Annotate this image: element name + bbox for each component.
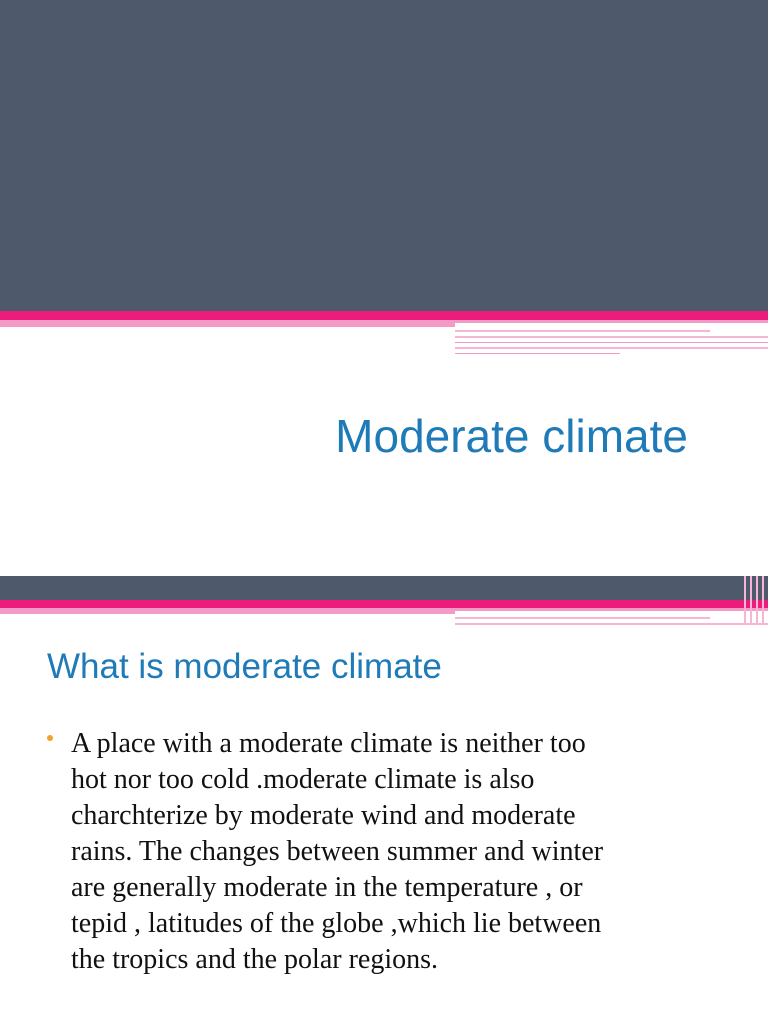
decor-line bbox=[455, 347, 768, 349]
accent-stripe bbox=[0, 311, 768, 320]
decor-line bbox=[750, 576, 752, 624]
bullet-dot-icon bbox=[47, 735, 53, 741]
content-slide bbox=[0, 576, 768, 1024]
decor-line bbox=[455, 330, 710, 332]
decor-line bbox=[762, 576, 764, 624]
accent-stripe-light bbox=[455, 320, 768, 323]
slide-heading: What is moderate climate bbox=[47, 647, 442, 686]
list-item bbox=[47, 726, 747, 978]
accent-stripe-light bbox=[0, 320, 455, 327]
slide-title: Moderate climate bbox=[335, 410, 688, 462]
decor-line bbox=[455, 617, 710, 619]
bullet-list bbox=[47, 726, 747, 978]
accent-stripe-light bbox=[0, 608, 455, 614]
header-band bbox=[0, 0, 768, 311]
decor-line bbox=[756, 576, 758, 624]
decor-line bbox=[744, 576, 746, 624]
header-band bbox=[0, 576, 768, 600]
decor-line bbox=[455, 336, 768, 338]
bullet-text: A place with a moderate climate is neither too hot nor too cold .moderate climate is also charchterize by moderate wind and moderate rains. The changes between summer and winter are generally moderate in the temperature , or tepid , latitudes of the globe ,which lie between the tropics and the polar regions. bbox=[71, 728, 604, 975]
decor-line bbox=[455, 342, 768, 343]
decor-line bbox=[455, 623, 768, 625]
accent-stripe bbox=[0, 600, 768, 608]
decor-line bbox=[455, 353, 620, 354]
accent-stripe-light bbox=[455, 608, 768, 611]
